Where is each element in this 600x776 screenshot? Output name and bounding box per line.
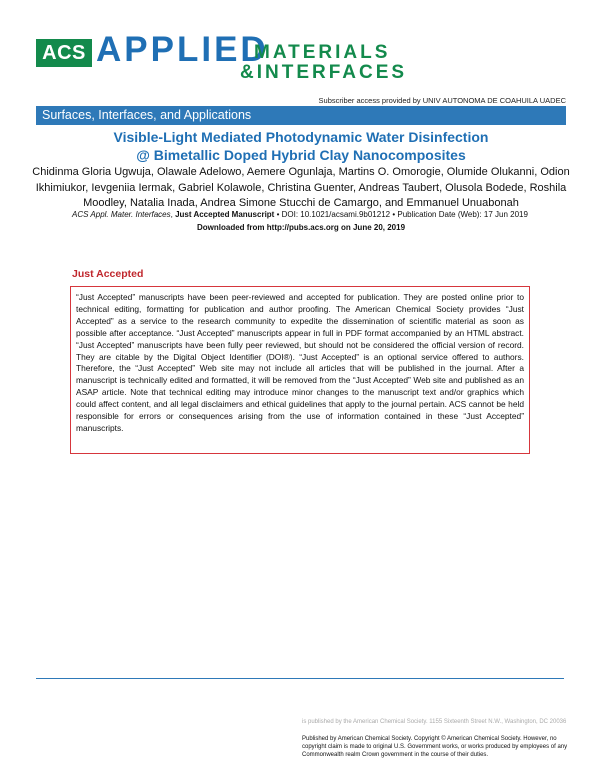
acs-logo-badge: ACS — [36, 39, 92, 67]
citation-line: ACS Appl. Mater. Interfaces, Just Accepted Manuscript • DOI: 10.1021/acsami.9b01212 • Publication Date (Web): 17 Jun 2019 — [72, 210, 528, 219]
just-accepted-heading: Just Accepted — [72, 268, 144, 280]
article-title — [36, 128, 566, 164]
publisher-address: is published by the American Chemical Society. 1155 Sixteenth Street N.W., Washington, DC 20036 — [302, 719, 567, 725]
article-title-line-2: @ Bimetallic Doped Hybrid Clay Nanocomposites — [136, 147, 466, 163]
author-list: Chidinma Gloria Ugwuja, Olawale Adelowo, Aemere Ogunlaja, Martins O. Omorogie, Olumide Olukanni, Odion Ikhimiukor, Ievgeniia Iermak, Gabriel Kolawole, Christina Guenter, Andreas Taubert, Olusola Bodede, Roshila Moodley, Natalia Inada, Andrea Simone Stucchi de Camargo, and Emmanuel Unuabonah — [32, 166, 570, 209]
logo-applied-text: APPLIED — [96, 30, 269, 69]
article-title-line-1: Visible-Light Mediated Photodynamic Water Disinfection — [113, 129, 489, 145]
journal-name: ACS Appl. Mater. Interfaces — [72, 210, 171, 219]
footer-divider — [36, 678, 564, 679]
journal-logo — [36, 32, 426, 90]
manuscript-status: Just Accepted Manuscript — [175, 210, 275, 219]
logo-interfaces-text: &INTERFACES — [240, 62, 408, 83]
section-banner: Surfaces, Interfaces, and Applications — [36, 106, 566, 125]
just-accepted-body: “Just Accepted” manuscripts have been peer-reviewed and accepted for publication. They are posted online prior to technical editing, formatting for publication and author proofing. The American Chemical Society provides “Just Accepted” as a service to the research community to expedite the dissemination of scientific material as soon as possible after acceptance. “Just Accepted” manuscripts appear in full in PDF format accompanied by an HTML abstract. “Just Accepted” manuscripts have been fully peer reviewed, but should not be considered the official version of record. They are citable by the Digital Object Identifier (DOI®). “Just Accepted” is an optional service offered to authors. Therefore, the “Just Accepted” Web site may not include all articles that will be published in the journal. After a manuscript is technically edited and formatted, it will be removed from the “Just Accepted” Web site and published as an ASAP article. Note that technical editing may introduce minor changes to the manuscript text and/or graphics which could affect content, and all legal disclaimers and ethical guidelines that apply to the journal pertain. ACS cannot be held responsible for errors or consequences arising from the use of information contained in these “Just Accepted” manuscripts. — [76, 292, 524, 433]
doi-publication-date: • DOI: 10.1021/acsami.9b01212 • Publication Date (Web): 17 Jun 2019 — [274, 210, 528, 219]
subscriber-access-note: Subscriber access provided by UNIV AUTONOMA DE COAHUILA UADEC — [318, 96, 566, 105]
copyright-notice: Published by American Chemical Society. Copyright © American Chemical Society. However, no copyright claim is made to original U.S. Government works, or works produced by employees of any Commonwealth realm Crown government in the course of their duties. — [302, 736, 568, 758]
just-accepted-notice — [70, 286, 530, 454]
download-note: Downloaded from http://pubs.acs.org on June 20, 2019 — [196, 223, 406, 232]
logo-materials-text: MATERIALS — [254, 42, 391, 63]
